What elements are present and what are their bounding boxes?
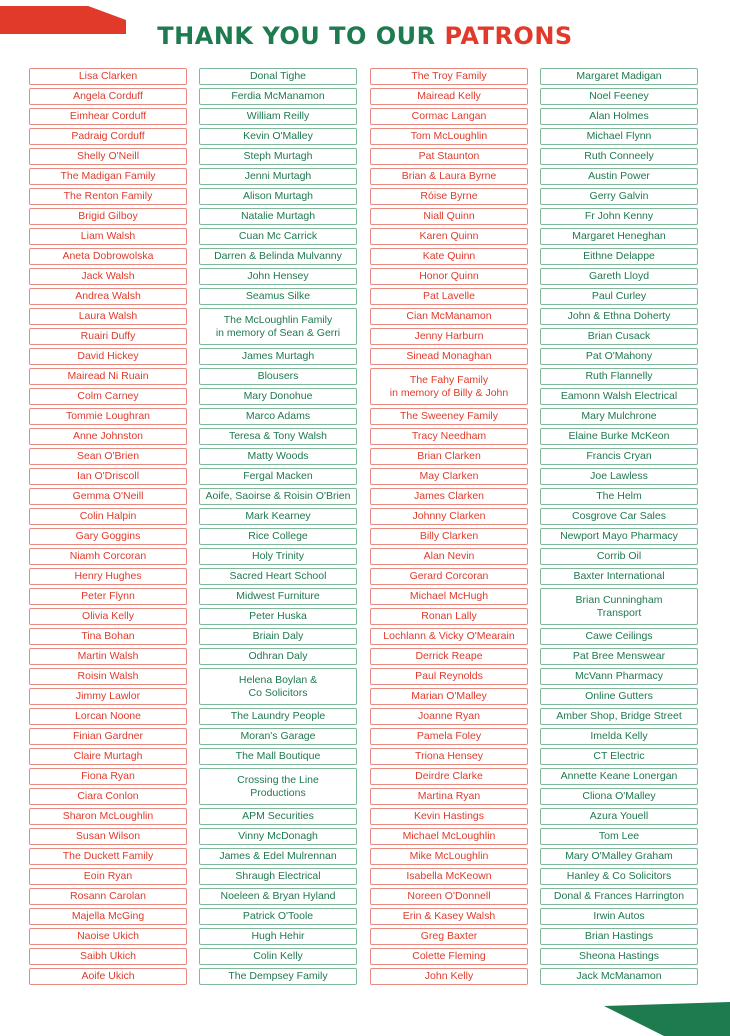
patron-entry: Aoife Ukich [29, 968, 187, 985]
patron-entry: Honor Quinn [370, 268, 528, 285]
patron-column [29, 68, 189, 988]
patron-entry: Ian O'Driscoll [29, 468, 187, 485]
patron-entry: Eamonn Walsh Electrical [540, 388, 698, 405]
patron-entry: Saibh Ukich [29, 948, 187, 965]
patron-entry: Aneta Dobrowolska [29, 248, 187, 265]
patron-entry: Martina Ryan [370, 788, 528, 805]
patron-entry: Finian Gardner [29, 728, 187, 745]
patron-entry: Hugh Hehir [199, 928, 357, 945]
patron-entry: Mark Kearney [199, 508, 357, 525]
patron-entry: Ronan Lally [370, 608, 528, 625]
patron-entry: Midwest Furniture [199, 588, 357, 605]
patron-entry: Brian Cusack [540, 328, 698, 345]
patron-entry: Amber Shop, Bridge Street [540, 708, 698, 725]
patron-entry: Brian & Laura Byrne [370, 168, 528, 185]
patron-entry: Ciara Conlon [29, 788, 187, 805]
patron-entry: Shelly O'Neill [29, 148, 187, 165]
patron-entry: Colin Halpin [29, 508, 187, 525]
patron-entry: Fiona Ryan [29, 768, 187, 785]
patron-entry: Deirdre Clarke [370, 768, 528, 785]
patron-entry: Mary Donohue [199, 388, 357, 405]
patron-entry: Niall Quinn [370, 208, 528, 225]
patron-entry: Marian O'Malley [370, 688, 528, 705]
patron-entry: Blousers [199, 368, 357, 385]
patron-entry: Noeleen & Bryan Hyland [199, 888, 357, 905]
patron-entry: John Kelly [370, 968, 528, 985]
patron-entry: Crossing the Line Productions [199, 768, 357, 805]
patron-entry: Laura Walsh [29, 308, 187, 325]
patron-entry: Gerry Galvin [540, 188, 698, 205]
patron-entry: The Duckett Family [29, 848, 187, 865]
patron-entry: Francis Cryan [540, 448, 698, 465]
patron-entry: Pat Bree Menswear [540, 648, 698, 665]
patron-entry: Vinny McDonagh [199, 828, 357, 845]
patron-entry: Azura Youell [540, 808, 698, 825]
patron-entry: Gary Goggins [29, 528, 187, 545]
patron-entry: Naoise Ukich [29, 928, 187, 945]
patron-entry: John Hensey [199, 268, 357, 285]
patron-entry: Michael Flynn [540, 128, 698, 145]
patron-entry: The Laundry People [199, 708, 357, 725]
patron-entry: Mairead Kelly [370, 88, 528, 105]
patron-entry: Eithne Delappe [540, 248, 698, 265]
patron-entry: Baxter International [540, 568, 698, 585]
patron-entry: Tracy Needham [370, 428, 528, 445]
patron-entry: Brigid Gilboy [29, 208, 187, 225]
patron-entry: Teresa & Tony Walsh [199, 428, 357, 445]
patron-entry: The Helm [540, 488, 698, 505]
patron-entry: Brian Cunningham Transport [540, 588, 698, 625]
patron-entry: Paul Reynolds [370, 668, 528, 685]
patron-entry: Angela Corduff [29, 88, 187, 105]
patron-entry: Brian Hastings [540, 928, 698, 945]
patron-entry: Alan Holmes [540, 108, 698, 125]
patron-entry: Steph Murtagh [199, 148, 357, 165]
patron-entry: Peter Flynn [29, 588, 187, 605]
patron-entry: Eimhear Corduff [29, 108, 187, 125]
patron-entry: Róise Byrne [370, 188, 528, 205]
patron-entry: David Hickey [29, 348, 187, 365]
patron-entry: Mary O'Malley Graham [540, 848, 698, 865]
patron-entry: Lisa Clarken [29, 68, 187, 85]
patron-entry: Austin Power [540, 168, 698, 185]
patron-entry: Annette Keane Lonergan [540, 768, 698, 785]
patron-entry: Susan Wilson [29, 828, 187, 845]
patron-entry: Hanley & Co Solicitors [540, 868, 698, 885]
patron-entry: Noreen O'Donnell [370, 888, 528, 905]
patron-entry: John & Ethna Doherty [540, 308, 698, 325]
patron-entry: Isabella McKeown [370, 868, 528, 885]
patron-entry: Mary Mulchrone [540, 408, 698, 425]
patron-entry: Noel Feeney [540, 88, 698, 105]
patron-entry: Cuan Mc Carrick [199, 228, 357, 245]
title-part2: PATRONS [444, 22, 573, 50]
patron-entry: Niamh Corcoran [29, 548, 187, 565]
patron-entry: Alison Murtagh [199, 188, 357, 205]
patron-entry: Online Gutters [540, 688, 698, 705]
patron-entry: Sheona Hastings [540, 948, 698, 965]
patron-entry: Jimmy Lawlor [29, 688, 187, 705]
patron-entry: Liam Walsh [29, 228, 187, 245]
patron-entry: The Renton Family [29, 188, 187, 205]
patron-entry: Johnny Clarken [370, 508, 528, 525]
patron-entry: Colm Carney [29, 388, 187, 405]
patron-entry: Cliona O'Malley [540, 788, 698, 805]
patron-entry: Sharon McLoughlin [29, 808, 187, 825]
patron-entry: Gareth Lloyd [540, 268, 698, 285]
patron-entry: APM Securities [199, 808, 357, 825]
patron-entry: Jack McManamon [540, 968, 698, 985]
patron-entry: Colin Kelly [199, 948, 357, 965]
patron-entry: Natalie Murtagh [199, 208, 357, 225]
patron-entry: Alan Nevin [370, 548, 528, 565]
patron-entry: Ruairi Duffy [29, 328, 187, 345]
patron-entry: James Murtagh [199, 348, 357, 365]
patron-entry: Rice College [199, 528, 357, 545]
patron-entry: Pamela Foley [370, 728, 528, 745]
patron-entry: Jenny Harburn [370, 328, 528, 345]
patron-entry: Fergal Macken [199, 468, 357, 485]
patron-entry: Pat O'Mahony [540, 348, 698, 365]
patron-entry: Cosgrove Car Sales [540, 508, 698, 525]
patron-entry: Lorcan Noone [29, 708, 187, 725]
patron-entry: The Madigan Family [29, 168, 187, 185]
page-title [0, 22, 730, 50]
patron-entry: Eoin Ryan [29, 868, 187, 885]
patron-entry: Billy Clarken [370, 528, 528, 545]
patron-entry: Cawe Ceilings [540, 628, 698, 645]
patron-entry: Corrib Oil [540, 548, 698, 565]
patron-entry: Patrick O'Toole [199, 908, 357, 925]
patron-entry: William Reilly [199, 108, 357, 125]
patron-entry: Michael McHugh [370, 588, 528, 605]
patron-entry: Rosann Carolan [29, 888, 187, 905]
patron-entry: Ferdia McManamon [199, 88, 357, 105]
patron-entry: Colette Fleming [370, 948, 528, 965]
patron-entry: Peter Huska [199, 608, 357, 625]
patron-entry: Tom Lee [540, 828, 698, 845]
patron-entry: May Clarken [370, 468, 528, 485]
patron-entry: Brian Clarken [370, 448, 528, 465]
patron-entry: McVann Pharmacy [540, 668, 698, 685]
patron-entry: Roisin Walsh [29, 668, 187, 685]
patron-entry: Cormac Langan [370, 108, 528, 125]
patron-entry: Jenni Murtagh [199, 168, 357, 185]
patron-column [540, 68, 700, 988]
patron-entry: Shraugh Electrical [199, 868, 357, 885]
patron-column [370, 68, 530, 988]
patron-entry: Aoife, Saoirse & Roisin O'Brien [199, 488, 357, 505]
patron-entry: Majella McGing [29, 908, 187, 925]
patron-entry: The Fahy Family in memory of Billy & John [370, 368, 528, 405]
patron-entry: Jack Walsh [29, 268, 187, 285]
patron-entry: Claire Murtagh [29, 748, 187, 765]
patron-entry: Newport Mayo Pharmacy [540, 528, 698, 545]
patron-entry: Michael McLoughlin [370, 828, 528, 845]
patron-entry: Margaret Madigan [540, 68, 698, 85]
patron-entry: The Dempsey Family [199, 968, 357, 985]
patron-entry: James Clarken [370, 488, 528, 505]
patron-entry: Matty Woods [199, 448, 357, 465]
patron-entry: Cian McManamon [370, 308, 528, 325]
patron-entry: James & Edel Mulrennan [199, 848, 357, 865]
patron-entry: Fr John Kenny [540, 208, 698, 225]
patron-entry: Paul Curley [540, 288, 698, 305]
patron-entry: Darren & Belinda Mulvanny [199, 248, 357, 265]
patron-entry: Ruth Flannelly [540, 368, 698, 385]
patron-entry: Marco Adams [199, 408, 357, 425]
patron-grid [29, 68, 701, 988]
patron-entry: Lochlann & Vicky O'Mearain [370, 628, 528, 645]
patron-entry: Erin & Kasey Walsh [370, 908, 528, 925]
patron-entry: Olivia Kelly [29, 608, 187, 625]
title-part1: THANK YOU TO OUR [157, 22, 445, 50]
patron-entry: Kevin Hastings [370, 808, 528, 825]
patron-entry: Holy Trinity [199, 548, 357, 565]
patron-entry: Greg Baxter [370, 928, 528, 945]
patron-entry: Imelda Kelly [540, 728, 698, 745]
patron-entry: Triona Hensey [370, 748, 528, 765]
patron-entry: Sean O'Brien [29, 448, 187, 465]
patron-entry: Moran's Garage [199, 728, 357, 745]
patron-entry: Ruth Conneely [540, 148, 698, 165]
patron-entry: Mairead Ni Ruain [29, 368, 187, 385]
patron-entry: Kate Quinn [370, 248, 528, 265]
patron-entry: Sacred Heart School [199, 568, 357, 585]
corner-decoration-green [604, 1000, 730, 1036]
patron-entry: The Troy Family [370, 68, 528, 85]
patron-entry: Tom McLoughlin [370, 128, 528, 145]
patron-entry: Martin Walsh [29, 648, 187, 665]
patron-entry: Tommie Loughran [29, 408, 187, 425]
patron-entry: Joe Lawless [540, 468, 698, 485]
patron-entry: Derrick Reape [370, 648, 528, 665]
patron-entry: Sinead Monaghan [370, 348, 528, 365]
patron-entry: The McLoughlin Family in memory of Sean & Gerri [199, 308, 357, 345]
patron-entry: CT Electric [540, 748, 698, 765]
patron-entry: The Sweeney Family [370, 408, 528, 425]
patron-entry: Anne Johnston [29, 428, 187, 445]
patron-entry: Kevin O'Malley [199, 128, 357, 145]
patron-entry: Tina Bohan [29, 628, 187, 645]
patron-entry: Seamus Silke [199, 288, 357, 305]
patron-entry: Karen Quinn [370, 228, 528, 245]
patron-entry: Pat Staunton [370, 148, 528, 165]
patron-entry: Gemma O'Neill [29, 488, 187, 505]
patron-entry: Briain Daly [199, 628, 357, 645]
patron-entry: Donal Tighe [199, 68, 357, 85]
patron-entry: Padraig Corduff [29, 128, 187, 145]
patron-entry: The Mall Boutique [199, 748, 357, 765]
patron-entry: Irwin Autos [540, 908, 698, 925]
patron-entry: Mike McLoughlin [370, 848, 528, 865]
patron-entry: Pat Lavelle [370, 288, 528, 305]
patron-entry: Joanne Ryan [370, 708, 528, 725]
patron-entry: Margaret Heneghan [540, 228, 698, 245]
patron-column [199, 68, 359, 988]
patron-entry: Henry Hughes [29, 568, 187, 585]
patron-entry: Odhran Daly [199, 648, 357, 665]
patron-entry: Andrea Walsh [29, 288, 187, 305]
patron-entry: Helena Boylan & Co Solicitors [199, 668, 357, 705]
patron-entry: Donal & Frances Harrington [540, 888, 698, 905]
patron-entry: Elaine Burke McKeon [540, 428, 698, 445]
patron-entry: Gerard Corcoran [370, 568, 528, 585]
